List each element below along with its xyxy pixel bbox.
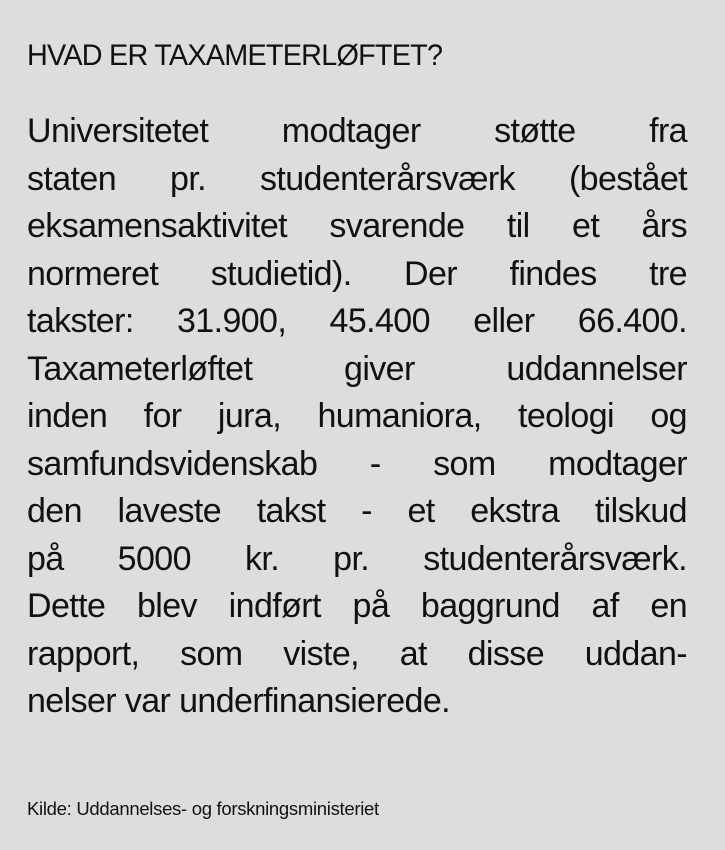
fact-box-title: HVAD ER TAXAMETERLØFTET?: [27, 39, 443, 72]
body-line: på 5000 kr. pr. studenterårsværk.: [27, 539, 687, 578]
body-line: Taxameterløftet giver uddannelser: [27, 349, 687, 388]
body-line: nelser var underfinansierede.: [27, 682, 450, 720]
source-credit: Kilde: Uddannelses- og forskningsministeriet: [27, 798, 379, 819]
body-line: staten pr. studenterårsværk (bestået: [27, 159, 687, 198]
body-line: eksamensaktivitet svarende til et års: [27, 207, 687, 245]
body-line: takster: 31.900, 45.400 eller 66.400.: [27, 302, 687, 340]
body-line: inden for jura, humaniora, teologi og: [27, 397, 687, 435]
body-line: samfundsvidenskab - som modtager: [27, 444, 687, 483]
body-line: normeret studietid). Der findes tre: [27, 254, 687, 293]
body-line: rapport, som viste, at disse uddan-: [27, 634, 687, 673]
fact-box-body: [27, 108, 687, 726]
body-line: den laveste takst - et ekstra tilskud: [27, 492, 687, 530]
body-line: Dette blev indført på baggrund af en: [27, 587, 687, 625]
body-line: Universitetet modtager støtte fra: [27, 112, 687, 150]
